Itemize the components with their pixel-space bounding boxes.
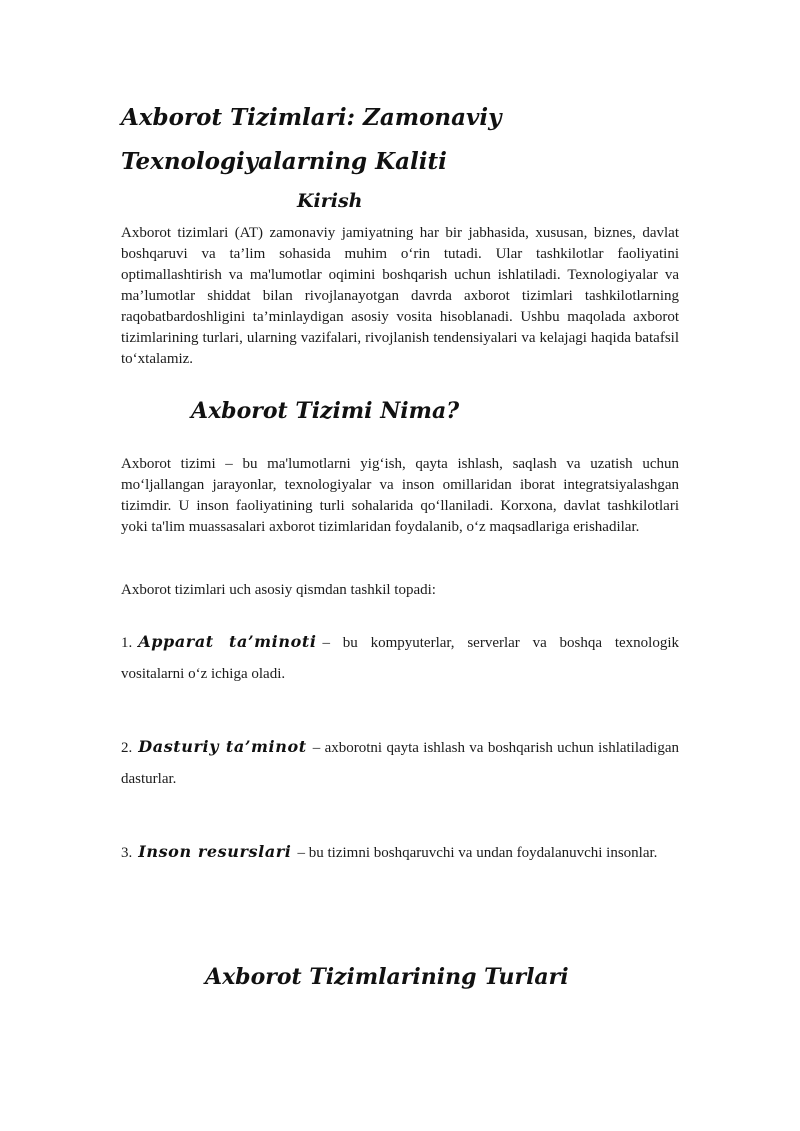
intro-paragraph: Axborot tizimlari (AT) zamonaviy jamiyatning har bir jabhasida, xususan, biznes, davlat boshqaruvi va ta’lim sohasida muhim o‘rin tutadi. Ular tashkilotlar faoliyatini optimallashtirish va ma'lumotlar oqimini boshqarish uchun ishlatiladi. Texnologiyalar va ma’lumotlar shiddat bilan rivojlanayotgan davrda axborot tizimlari tashkilotlarning raqobatbardoshligini ta’minlaydigan asosiy vosita hisoblanadi. Ushbu maqolada axborot tizimlarining turlari, ularning vazifalari, rivojlanish tendensiyalari va kelajagi haqida batafsil to‘xtalamiz. bbox=[121, 225, 679, 367]
list-item-description: – bu tizimni boshqaruvchi va undan foydalanuvchi insonlar. bbox=[297, 845, 658, 861]
document-title: Axborot Tizimlari: Zamonaviy Texnologiyalarning Kaliti bbox=[121, 104, 502, 175]
list-item-description: – axborotni qayta ishlash va boshqarish uchun ishlatiladigan dasturlar. bbox=[121, 740, 680, 787]
section-heading-axborot-tizimi-nima: Axborot Tizimi Nima? bbox=[191, 398, 460, 424]
list-item-term: Apparat ta’minoti bbox=[138, 632, 317, 651]
list-item bbox=[121, 626, 679, 690]
section-heading-kirish: Kirish bbox=[297, 190, 363, 212]
list-item-number: 3. bbox=[121, 845, 133, 861]
definition-paragraph: Axborot tizimi – bu ma'lumotlarni yig‘ish, qayta ishlash, saqlash va uzatish uchun mo‘ljallangan jarayonlar, texnologiyalar va inson omillaridan iborat integratsiyalashgan tizimdir. U inson faoliyatining turli sohalarida qo‘llaniladi. Korxona, davlat tashkilotlari yoki ta'lim muassasalari axborot tizimlaridan foydalanib, o‘z maqsadlariga erishadilar. bbox=[121, 456, 679, 535]
list-item-term: Inson resurslari bbox=[138, 842, 292, 861]
components-intro: Axborot tizimlari uch asosiy qismdan tashkil topadi: bbox=[121, 582, 436, 598]
list-item bbox=[121, 836, 679, 869]
list-item bbox=[121, 731, 679, 795]
list-item-description: – bu kompyuterlar, serverlar va boshqa texnologik vositalarni o‘z ichiga oladi. bbox=[121, 635, 679, 682]
section-heading-turlari: Axborot Tizimlarining Turlari bbox=[205, 964, 569, 990]
list-item-number: 2. bbox=[121, 740, 133, 756]
list-item-term: Dasturiy ta’minot bbox=[138, 737, 307, 756]
list-item-number: 1. bbox=[121, 635, 133, 651]
